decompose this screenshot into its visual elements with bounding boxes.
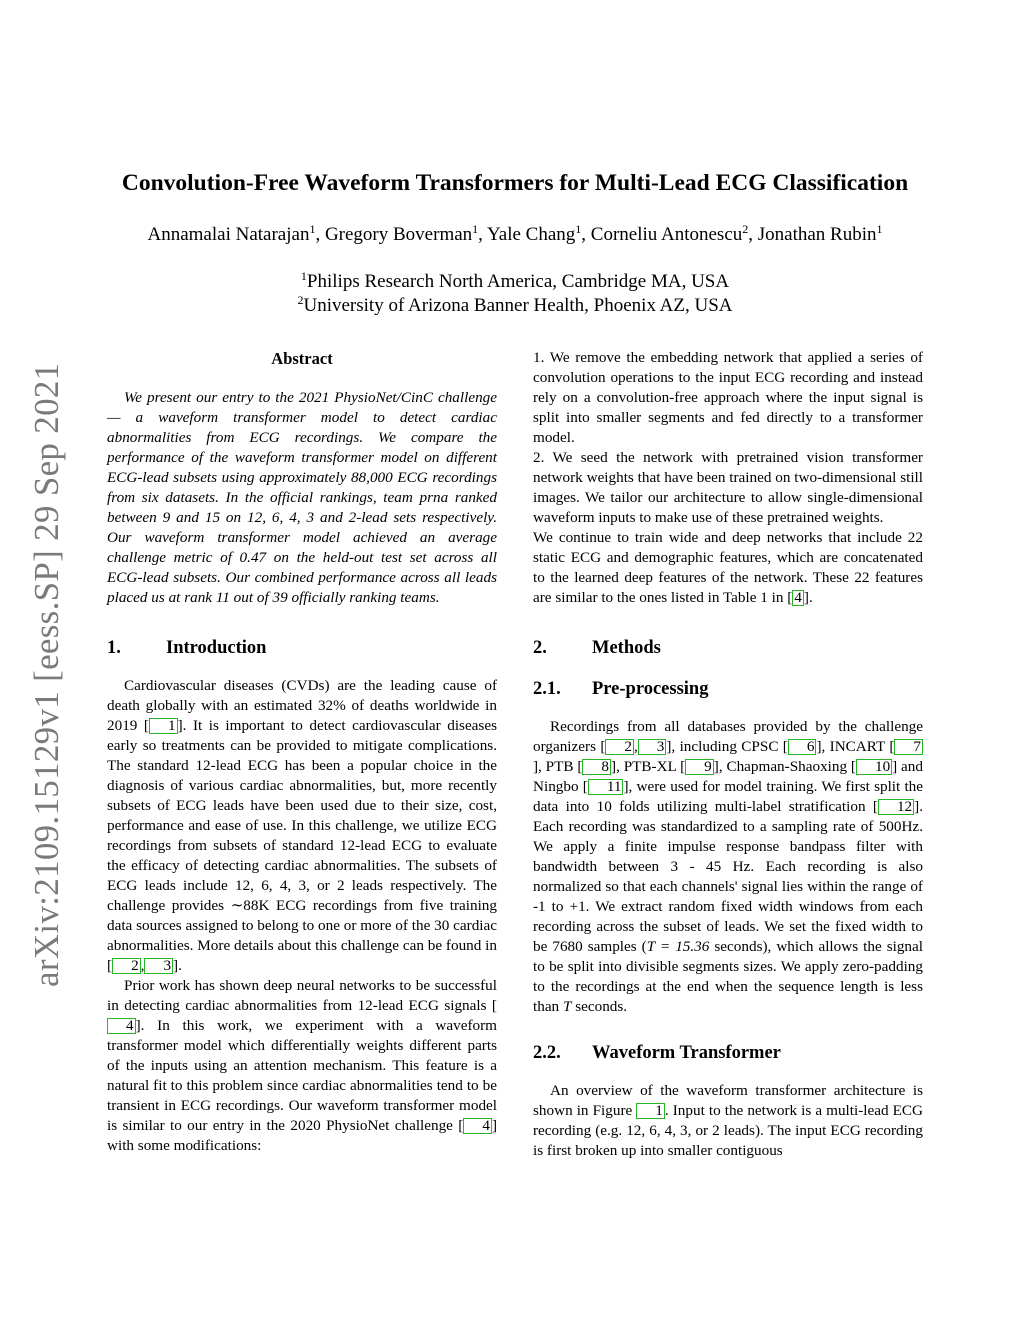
- citation-link[interactable]: 11: [588, 779, 624, 795]
- affiliation: [0, 294, 1024, 318]
- citation-link[interactable]: 1: [149, 718, 178, 734]
- citation-link[interactable]: 3: [144, 958, 173, 974]
- arxiv-identifier: arXiv:2109.15129v1 [eess.SP] 29 Sep 2021: [27, 362, 66, 987]
- preprocessing-paragraph: Recordings from all databases provided by the challenge organizers [ 2 , 3 ], including CPSC [ 6 ], INCART [ 7], PTB [ 8 ], PTB-XL [ 9 ], Chapman-Shaoxing [ 10 ] and Ningbo [ 11 ], were used for model training. We first split the data into 10 folds utilizing multi-label stratification [ 12 ]. Each recording was standardized to a sampling rate of 500Hz. We apply a finite impulse response bandpass filter with bandwidth between 3 - 45 Hz. Each recording is also normalized so that each channels' signal lies within the range of -1 to +1. We extract random fixed width windows from each recording across the subset of leads. We set the fixed width to be 7680 samples (T = 15.36 seconds), which allows the signal to be split into divisible segments sizes. We apply zero-padding to the recordings at the end when the sequence length is less than T seconds.: [533, 718, 923, 1015]
- affiliation-text: University of Arizona Banner Health, Phoenix AZ, USA: [303, 295, 733, 316]
- modification-item-1: 1. We remove the embedding network that applied a series of convolution operations to the input ECG recording and instead rely on a convolution-free approach where the input signal is split into smaller segments and fed directly to a transformer model.: [533, 349, 923, 446]
- author-list: Annamalai Natarajan$^1$, Gregory Boverman$^1$, Yale Chang$^1$, Corneliu Antonescu$^2$, Jonathan Rubin$^1$: [147, 222, 883, 245]
- intro-paragraph-1: Cardiovascular diseases (CVDs) are the leading cause of death globally with an estimated 32% of deaths worldwide in 2019 [ 1 ]. It is important to detect cardiovascular diseases early so treatments can be provided to mitigate complications. The standard 12-lead ECG has been a popular choice in the diagnosis of various cardiac abnormalities, but, more recently subsets of ECG leads have been used due to their size, cost, performance and ease of use. In this challenge, we utilize ECG recordings from subsets of standard 12-lead ECG to evaluate the efficacy of detecting cardiac abnormalities. The subsets of ECG leads include 12, 6, 4, 3, or 2 leads respectively. The challenge provides ∼88K ECG recordings from five training data sources assigned to belong to one or more of the 30 cardiac abnormalities. More details about this challenge can be found in [ 2 , 3 ].: [107, 677, 497, 974]
- left-column: [107, 348, 497, 1156]
- paper-title: Convolution-Free Waveform Transformers for Multi-Lead ECG Classification: [121, 170, 909, 196]
- section-number: 2.2.: [533, 1043, 561, 1063]
- citation-link[interactable]: 4: [794, 589, 802, 606]
- figure-reference-link[interactable]: 1: [636, 1103, 665, 1119]
- section-number: 2.1.: [533, 679, 561, 699]
- citation-link[interactable]: 4: [463, 1118, 492, 1134]
- abstract-text: We present our entry to the 2021 PhysioNet/CinC challenge — a waveform transformer model to detect cardiac abnormalities from ECG recordings. We compare the performance of the waveform transformer model on different ECG-lead subsets using approximately 88,000 ECG recordings from six datasets. In the official rankings, team prna ranked between 9 and 15 on 12, 6, 4, 3 and 2-lead sets respectively. Our waveform transformer model achieved an average challenge metric of 0.47 on the held-out test set across all ECG-lead subsets. Our combined performance across all leads placed us at rank 11 out of 39 officially ranking teams.: [107, 389, 497, 606]
- intro-paragraph-2: Prior work has shown deep neural networks to be successful in detecting cardiac abnormalities from 12-lead ECG signals [4 ]. In this work, we experiment with a waveform transformer model which differentially weights different parts of the inputs using an attention mechanism. This feature is a natural fit to this problem since cardiac abnormalities tend to be transient in ECG recordings. Our waveform transformer model is similar to our entry in the 2020 PhysioNet challenge [ 4 ] with some modifications:: [107, 977, 497, 1154]
- citation-link[interactable]: 2: [112, 958, 141, 974]
- author-name: Yale Chang: [486, 224, 576, 245]
- author-name: Corneliu Antonescu: [590, 224, 743, 245]
- abstract-heading: Abstract: [271, 349, 333, 368]
- author-affiliation-mark: 1: [876, 222, 883, 236]
- citation-link[interactable]: 8: [582, 759, 611, 775]
- affiliation-list: [0, 270, 1024, 318]
- section-number: 1.: [107, 638, 121, 658]
- citation-link[interactable]: 6: [788, 739, 817, 755]
- author-affiliation-mark: 1: [309, 222, 316, 236]
- citation-link[interactable]: 3: [638, 739, 667, 755]
- author-affiliation-mark: 1: [472, 222, 479, 236]
- math-variable: T: [562, 998, 572, 1015]
- section-title: Introduction: [166, 638, 267, 658]
- waveform-transformer-paragraph: An overview of the waveform transformer architecture is shown in Figure 1 . Input to the network is a multi-lead ECG recording (e.g. 12, 6, 4, 3, or 2 leads). The input ECG recording is first broken up into smaller contiguous: [533, 1082, 923, 1159]
- modification-item-2: 2. We seed the network with pretrained vision transformer network weights that have been trained on two-dimensional still images. We tailor our architecture to allow single-dimensional waveform inputs to make use of these pretrained weights.: [533, 449, 923, 526]
- section-number: 2.: [533, 638, 547, 658]
- right-column: [533, 348, 923, 1161]
- citation-link[interactable]: 4: [107, 1018, 136, 1034]
- section-title: Waveform Transformer: [592, 1043, 781, 1063]
- affiliation-text: Philips Research North America, Cambridge MA, USA: [306, 271, 730, 292]
- section-title: Pre-processing: [592, 679, 709, 699]
- author-name: Jonathan Rubin: [757, 224, 877, 245]
- section-heading-methods: [533, 636, 923, 660]
- section-heading-introduction: [107, 636, 497, 660]
- affiliation: [0, 270, 1024, 294]
- affiliation-number: 1: [300, 269, 307, 283]
- section-title: Methods: [592, 638, 661, 658]
- author-affiliation-mark: 2: [742, 222, 749, 236]
- citation-link[interactable]: 10: [856, 759, 892, 775]
- citation-link[interactable]: 9: [685, 759, 714, 775]
- continuation-paragraph: We continue to train wide and deep networks that include 22 static ECG and demographic features, which are concatenated to the learned deep features of the network. These 22 features are similar to the ones listed in Table 1 in [ 4 ].: [533, 529, 923, 606]
- citation-link[interactable]: 2: [605, 739, 634, 755]
- subsection-heading-preprocessing: [533, 677, 923, 701]
- citation-link[interactable]: 12: [878, 799, 914, 815]
- author-name: Annamalai Natarajan: [147, 224, 310, 245]
- author-name: Gregory Boverman: [324, 224, 473, 245]
- affiliation-number: 2: [297, 293, 304, 307]
- author-affiliation-mark: 1: [575, 222, 582, 236]
- math-expression: T = 15.36: [646, 938, 710, 955]
- citation-link[interactable]: 7: [894, 739, 923, 755]
- subsection-heading-waveform-transformer: [533, 1041, 923, 1065]
